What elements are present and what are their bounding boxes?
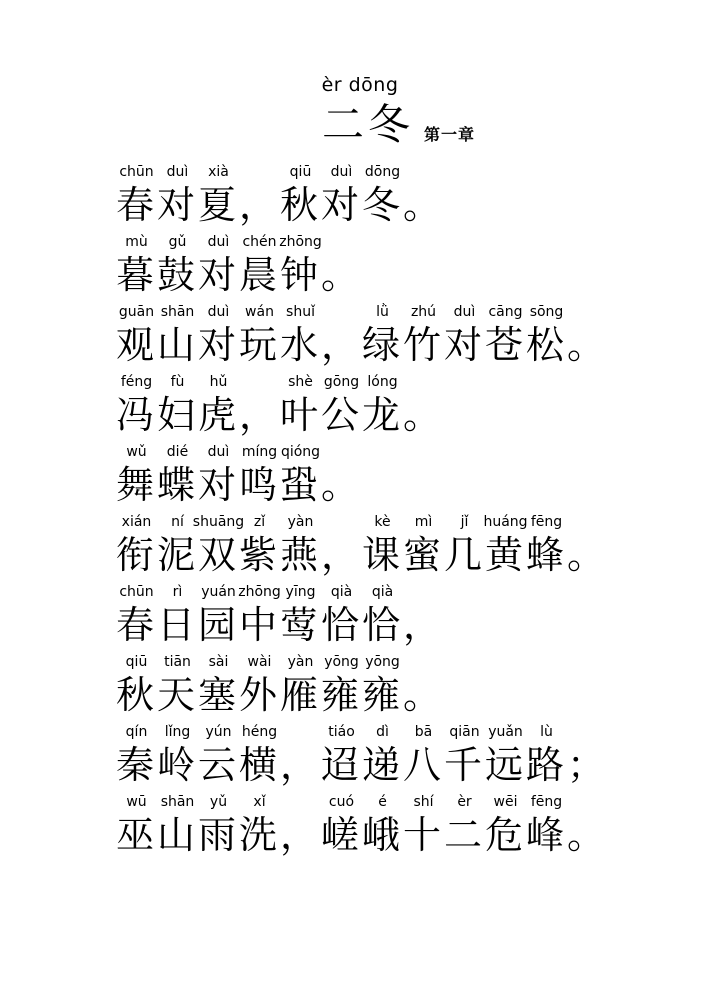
verse-text: 春对夏，秋对冬。 (116, 183, 445, 227)
pinyin-syllable: gōng (323, 374, 360, 390)
pinyin-syllable: dié (166, 444, 189, 460)
pinyin-syllable: wū (126, 794, 147, 810)
verse-line (116, 724, 716, 794)
pinyin-syllable: xià (208, 164, 229, 180)
pinyin-syllable: yún (205, 724, 232, 740)
title-row (0, 100, 720, 150)
pinyin-syllable: zhú (410, 304, 437, 320)
verse-line (116, 164, 716, 234)
pinyin-syllable: kè (374, 514, 391, 530)
title-pinyin: èr dōng (321, 74, 399, 96)
pinyin-syllable: huáng (483, 514, 528, 530)
pinyin-syllable: duì (453, 304, 476, 320)
pinyin-syllable: shān (160, 794, 195, 810)
pinyin-syllable: sài (208, 654, 229, 670)
verse-text: 春日园中莺恰恰， (116, 603, 445, 647)
pinyin-syllable: wài (247, 654, 272, 670)
pinyin-syllable: cāng (488, 304, 523, 320)
pinyin-syllable: qiān (449, 724, 480, 740)
pinyin-syllable: héng (241, 724, 278, 740)
verse-text: 衔泥双紫燕，课蜜几黄蜂。 (116, 533, 609, 577)
pinyin-syllable: wǔ (126, 444, 147, 460)
pinyin-syllable: qià (330, 584, 353, 600)
pinyin-syllable: fēng (530, 514, 563, 530)
pinyin-syllable: yuán (201, 584, 236, 600)
pinyin-syllable: duì (207, 234, 230, 250)
pinyin-syllable: guān (118, 304, 155, 320)
pinyin-syllable: lǜ (376, 304, 389, 320)
pinyin-syllable: èr (457, 794, 472, 810)
verse-text: 暮鼓对晨钟。 (116, 253, 363, 297)
pinyin-syllable: yàn (287, 654, 314, 670)
pinyin-syllable: zhōng (238, 584, 281, 600)
pinyin-syllable: dōng (364, 164, 401, 180)
pinyin-syllable: zhōng (279, 234, 322, 250)
pinyin-syllable: dì (376, 724, 389, 740)
pinyin-syllable: qióng (280, 444, 321, 460)
pinyin-syllable: é (378, 794, 387, 810)
verse-text: 舞蝶对鸣蛩。 (116, 463, 363, 507)
pinyin-syllable: lóng (367, 374, 398, 390)
pinyin-syllable: shān (160, 304, 195, 320)
pinyin-syllable: duì (166, 164, 189, 180)
pinyin-syllable: míng (241, 444, 278, 460)
verse-text: 巫山雨洗，嵯峨十二危峰。 (116, 813, 609, 857)
chapter-label: 第一章 (424, 125, 476, 144)
pinyin-syllable: shuāng (192, 514, 245, 530)
pinyin-syllable: yōng (324, 654, 359, 670)
verse-line (116, 304, 716, 374)
pinyin-syllable: tiáo (328, 724, 355, 740)
pinyin-syllable: xián (121, 514, 152, 530)
verse-text: 观山对玩水，绿竹对苍松。 (116, 323, 609, 367)
pinyin-syllable: yuǎn (488, 724, 523, 740)
pinyin-syllable: jǐ (460, 514, 469, 530)
pinyin-syllable: wán (245, 304, 274, 320)
verse-text: 冯妇虎，叶公龙。 (116, 393, 445, 437)
pinyin-syllable: yàn (287, 514, 314, 530)
pinyin-syllable: mì (414, 514, 433, 530)
pinyin-syllable: mù (125, 234, 148, 250)
pinyin-syllable: duì (207, 304, 230, 320)
pinyin-syllable: qín (125, 724, 148, 740)
page-title: 二冬 (322, 100, 415, 149)
pinyin-syllable: qià (371, 584, 394, 600)
verse-text: 秋天塞外雁雍雍。 (116, 673, 445, 717)
pinyin-syllable: wēi (493, 794, 518, 810)
verse-line (116, 794, 716, 864)
pinyin-syllable: chūn (119, 584, 154, 600)
pinyin-syllable: chūn (119, 164, 154, 180)
verse-line (116, 234, 716, 304)
pinyin-syllable: gǔ (168, 234, 187, 250)
pinyin-syllable: féng (120, 374, 153, 390)
verse-line (116, 654, 716, 724)
pinyin-syllable: shí (413, 794, 434, 810)
pinyin-syllable: hǔ (209, 374, 228, 390)
pinyin-syllable: tiān (164, 654, 191, 670)
verse-line (116, 584, 716, 654)
pinyin-syllable: rì (172, 584, 183, 600)
pinyin-syllable: duì (207, 444, 230, 460)
pinyin-syllable: fù (170, 374, 185, 390)
pinyin-syllable: xǐ (253, 794, 266, 810)
verse-line (116, 444, 716, 514)
pinyin-syllable: duì (330, 164, 353, 180)
pinyin-syllable: fēng (530, 794, 563, 810)
verse-lines (116, 164, 716, 864)
pinyin-syllable: zǐ (253, 514, 266, 530)
pinyin-syllable: qiū (125, 654, 148, 670)
pinyin-syllable: chén (242, 234, 277, 250)
pinyin-syllable: shè (288, 374, 313, 390)
pinyin-syllable: lù (540, 724, 553, 740)
verse-line (116, 374, 716, 444)
verse-text: 秦岭云横，迢递八千远路； (116, 743, 609, 787)
verse-line (116, 514, 716, 584)
pinyin-syllable: qiū (289, 164, 312, 180)
pinyin-syllable: lǐng (164, 724, 191, 740)
pinyin-syllable: yōng (365, 654, 400, 670)
pinyin-syllable: shuǐ (286, 304, 315, 320)
pinyin-syllable: sōng (529, 304, 564, 320)
pinyin-syllable: bā (414, 724, 433, 740)
pinyin-syllable: yǔ (209, 794, 228, 810)
pinyin-syllable: cuó (328, 794, 355, 810)
pinyin-syllable: yīng (285, 584, 316, 600)
pinyin-syllable: ní (171, 514, 184, 530)
